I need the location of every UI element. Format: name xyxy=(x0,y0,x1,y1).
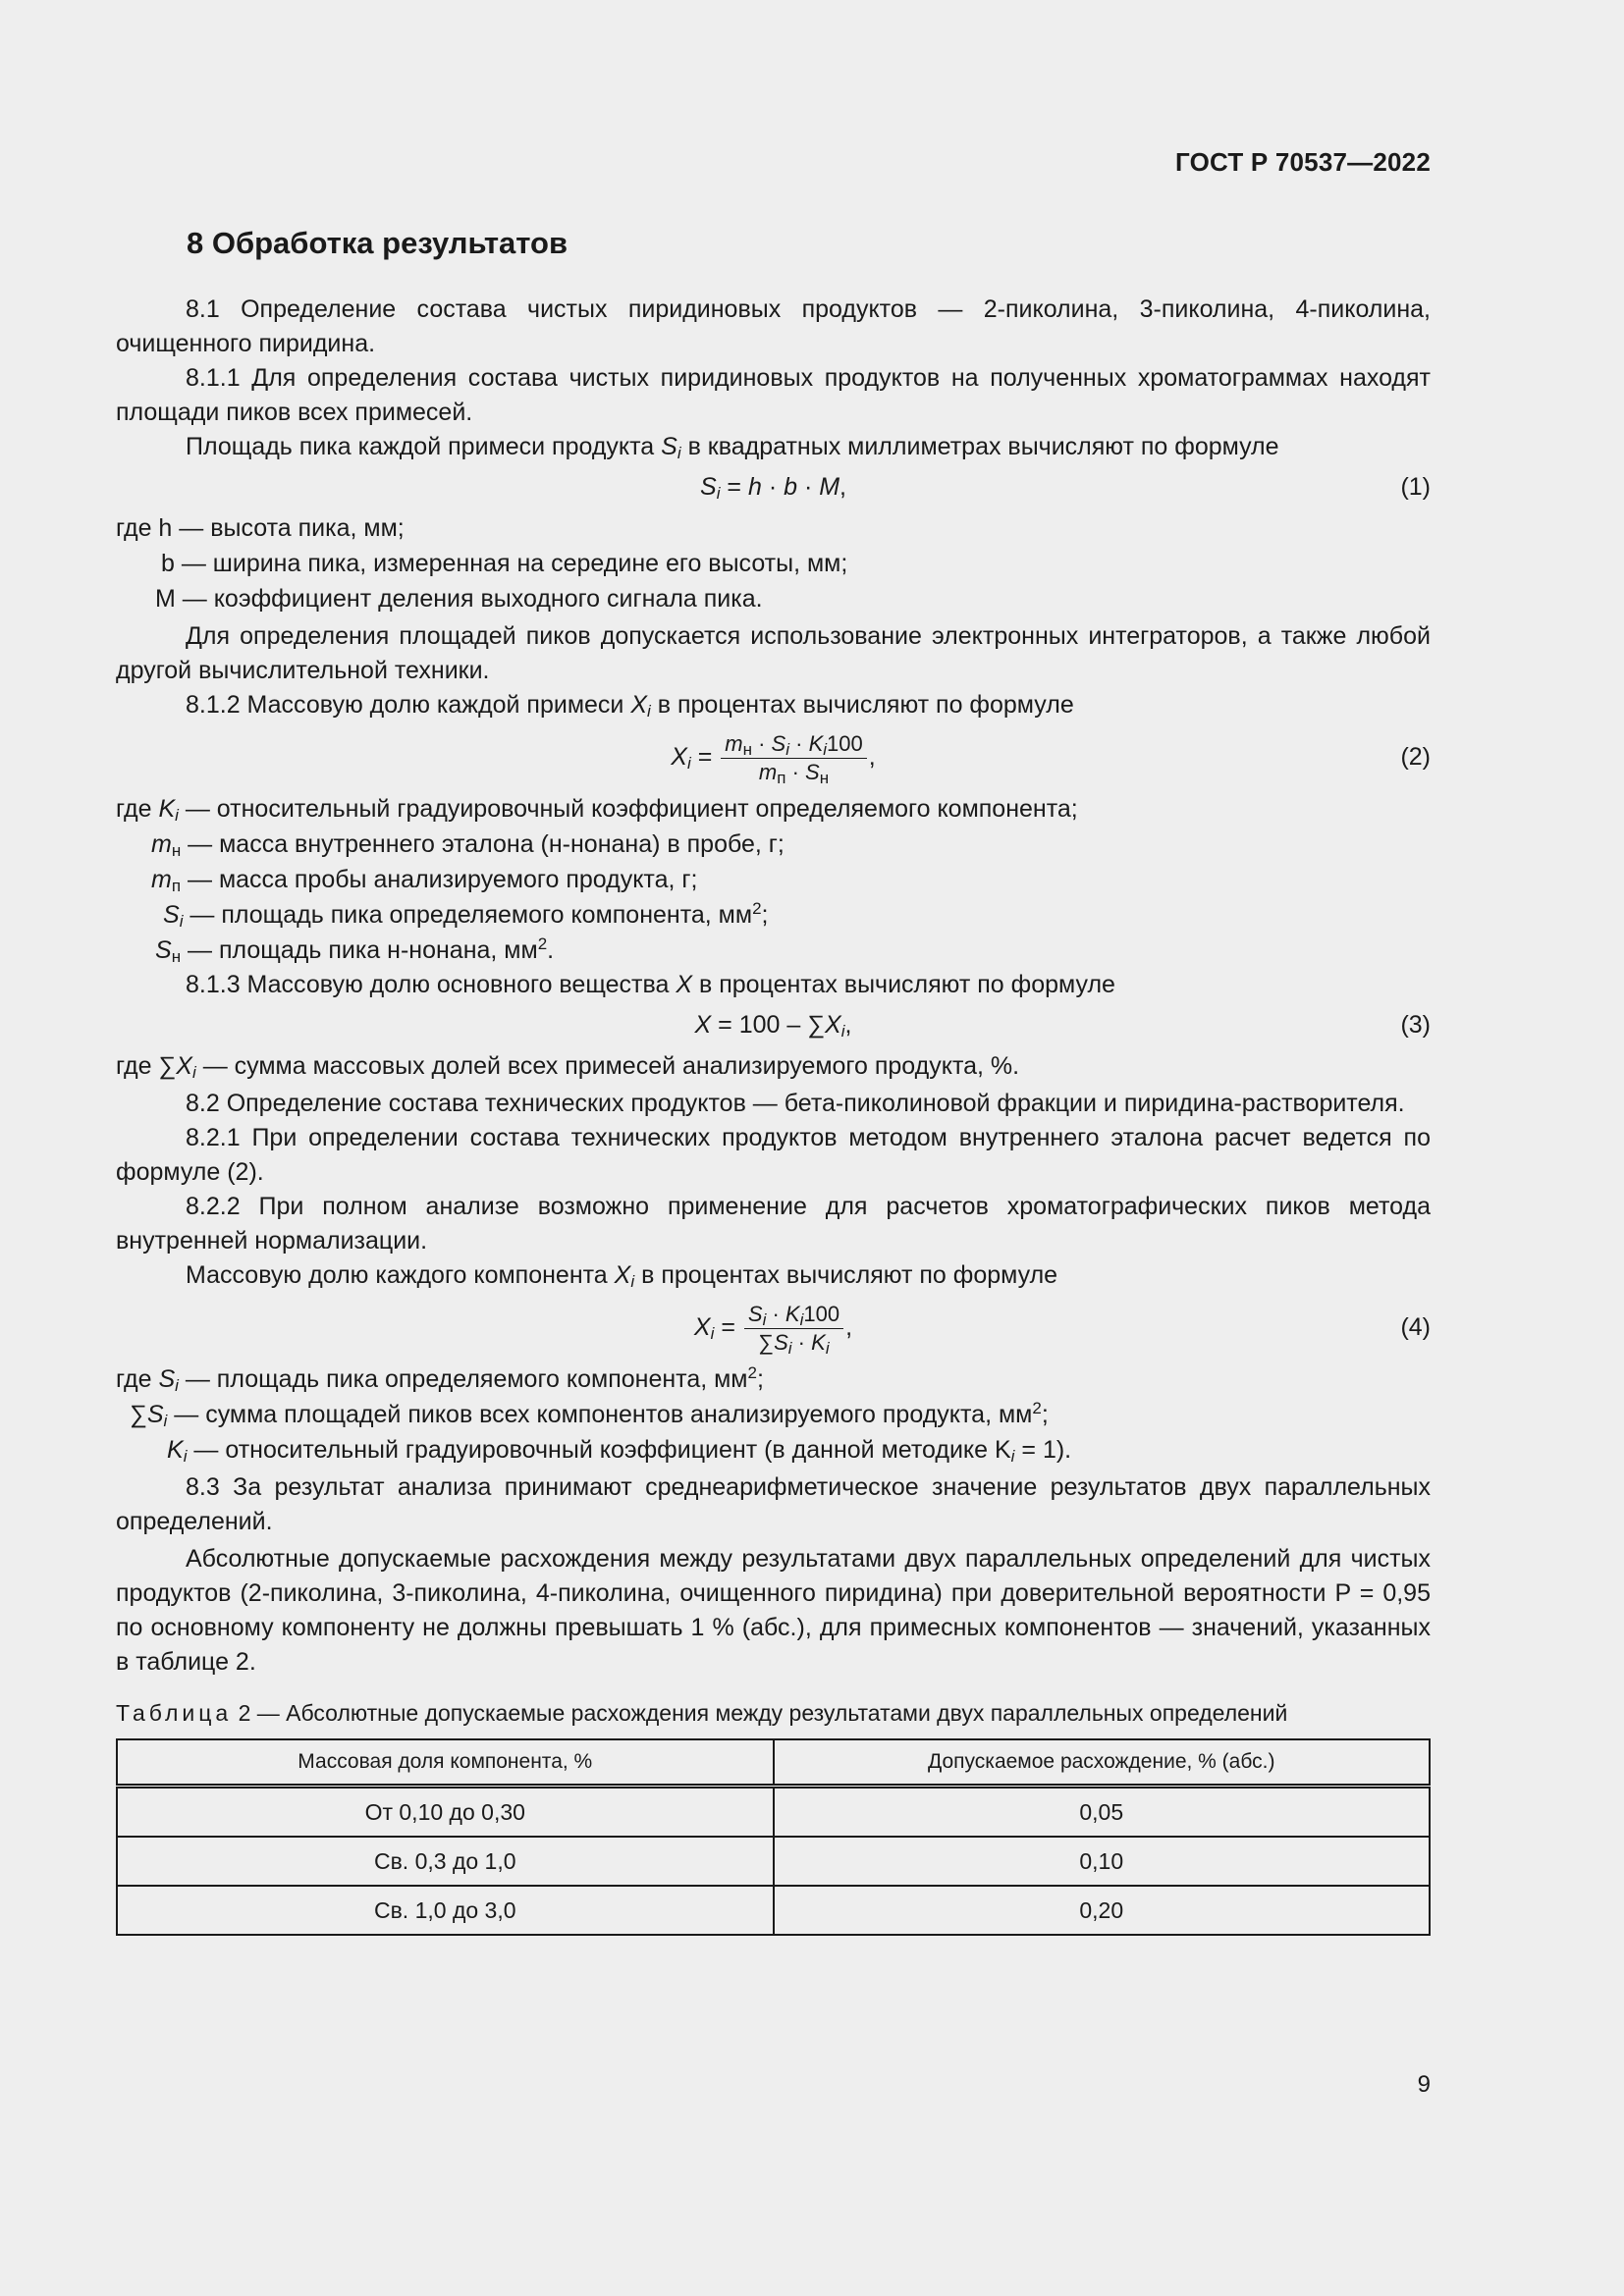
where-item-sn: $S_н$ — площадь пика н-нонана, $мм^2$. xyxy=(155,934,555,966)
table-header-row xyxy=(117,1739,1430,1787)
table-cell: 0,10 xyxy=(774,1837,1431,1886)
table-cell: 0,05 xyxy=(774,1787,1431,1838)
formula-2-expression: $X_i$ = $\frac{m_н \cdot S_i \cdot K_i100}{m_п \cdot S_н}$ , xyxy=(671,730,876,787)
paragraph-each-component: Массовую долю каждого компонента $X_i$ в процентах вычисляют по формуле xyxy=(186,1261,1058,1291)
table-cell: 0,20 xyxy=(774,1886,1431,1935)
table-row xyxy=(117,1837,1430,1886)
paragraph-8-3: 8.3 За результат анализа принимают среднеарифметическое значение результатов двух параллельных определений. xyxy=(116,1473,1431,1535)
table-row xyxy=(117,1787,1430,1838)
paragraph-8-2: 8.2 Определение состава технических продуктов — бета-пиколиновой фракции и пиридина-растворителя. xyxy=(186,1090,1405,1117)
formula-1-expression: $S_i = h \cdot b \cdot M$, xyxy=(700,473,846,503)
paragraph-peak-area: Площадь пика каждой примеси продукта $S_i$ в квадратных миллиметрах вычисляют по формуле xyxy=(186,433,1279,462)
formula-4-expression: $X_i$ = $\frac{S_i \cdot K_i100}{\sum S_i \cdot K_i}$ , xyxy=(693,1301,853,1358)
formula-1 xyxy=(116,464,1431,510)
paragraph-8-1: 8.1 Определение состава чистых пиридиновых продуктов — 2-пиколина, 3-пиколина, 4-пиколина, очищенного пиридина. xyxy=(116,295,1431,357)
table-header-cell: Допускаемое расхождение, % (абс.) xyxy=(774,1739,1431,1787)
page-content xyxy=(116,220,1431,1936)
where-item-k: где $K_i$ — относительный градуировочный коэффициент определяемого компонента; xyxy=(116,795,1078,825)
where-item-h: где h — высота пика, мм; xyxy=(116,514,405,542)
where-item-k-2: $K_i$ — относительный градуировочный коэффициент (в данной методике $K_i = 1$). xyxy=(167,1436,1072,1466)
where-item-si-2: где $S_i$ — площадь пика определяемого компонента, $мм^2$; xyxy=(116,1363,764,1395)
page-number: 9 xyxy=(1417,2071,1431,2098)
where-item-si: $S_i$ — площадь пика определяемого компонента, $мм^2$; xyxy=(163,899,769,931)
paragraph-abs-tolerance: Абсолютные допускаемые расхождения между результатами двух параллельных определений для чистых продуктов (2-пиколина, 3-пиколина, 4-пиколина, очищенного пиридина) при доверительной вероятности P = 0,95 по основному компоненту не должны превышать 1 % (абс.), для примесных компонентов — значений, указанных в таблице 2. xyxy=(116,1545,1431,1676)
paragraph-8-2-1: 8.2.1 При определении состава технических продуктов методом внутреннего эталона расчет ведется по формуле (2). xyxy=(116,1124,1431,1186)
formula-4 xyxy=(116,1293,1431,1362)
where-item-m: M — коэффициент деления выходного сигнала пика. xyxy=(155,585,763,613)
formula-2-number: (2) xyxy=(1400,743,1431,771)
where-item-mp: $m_п$ — масса пробы анализируемого продукта, г; xyxy=(151,866,698,895)
tolerance-table xyxy=(116,1738,1431,1936)
table-row xyxy=(117,1886,1430,1935)
formula-4-number: (4) xyxy=(1400,1313,1431,1341)
paragraph-8-1-2: 8.1.2 Массовую долю каждой примеси $X_i$ в процентах вычисляют по формуле xyxy=(186,691,1074,721)
document-code: ГОСТ Р 70537—2022 xyxy=(1175,147,1431,177)
formula-3 xyxy=(116,1002,1431,1048)
where-list-3 xyxy=(116,1048,1431,1084)
formula-3-expression: $X = 100 - \sum X_i$, xyxy=(694,1011,852,1041)
where-list-2 xyxy=(116,791,1431,968)
formula-3-number: (3) xyxy=(1400,1011,1431,1039)
section-title: 8 Обработка результатов xyxy=(187,226,568,260)
table-cell: Св. 1,0 до 3,0 xyxy=(117,1886,774,1935)
paragraph-8-1-3: 8.1.3 Массовую долю основного вещества X в процентах вычисляют по формуле xyxy=(186,971,1115,998)
paragraph-8-1-1: 8.1.1 Для определения состава чистых пиридиновых продуктов на полученных хроматограммах находят площади пиков всех примесей. xyxy=(116,364,1431,426)
formula-2 xyxy=(116,722,1431,791)
paragraph-integrators: Для определения площадей пиков допускается использование электронных интеграторов, а также любой другой вычислительной техники. xyxy=(116,622,1431,684)
where-item-sum-s: $\sum S_i$ — сумма площадей пиков всех компонентов анализируемого продукта, $мм^2$; xyxy=(130,1399,1049,1430)
table-cell: Св. 0,3 до 1,0 xyxy=(117,1837,774,1886)
table-cell: От 0,10 до 0,30 xyxy=(117,1787,774,1838)
where-list-1 xyxy=(116,510,1431,616)
where-item-mn: $m_н$ — масса внутреннего эталона (н-нонана) в пробе, г; xyxy=(151,830,785,860)
table-caption: Таблица 2 — Абсолютные допускаемые расхождения между результатами двух параллельных определений xyxy=(116,1700,1288,1726)
formula-1-number: (1) xyxy=(1400,473,1431,501)
where-list-4 xyxy=(116,1362,1431,1468)
where-item-b: b — ширина пика, измеренная на середине его высоты, мм; xyxy=(161,550,848,577)
table-header-cell: Массовая доля компонента, % xyxy=(117,1739,774,1787)
where-item-sum-x: где $\sum X_i$ — сумма массовых долей всех примесей анализируемого продукта, %. xyxy=(116,1052,1020,1082)
paragraph-8-2-2: 8.2.2 При полном анализе возможно применение для расчетов хроматографических пиков метода внутренней нормализации. xyxy=(116,1193,1431,1255)
